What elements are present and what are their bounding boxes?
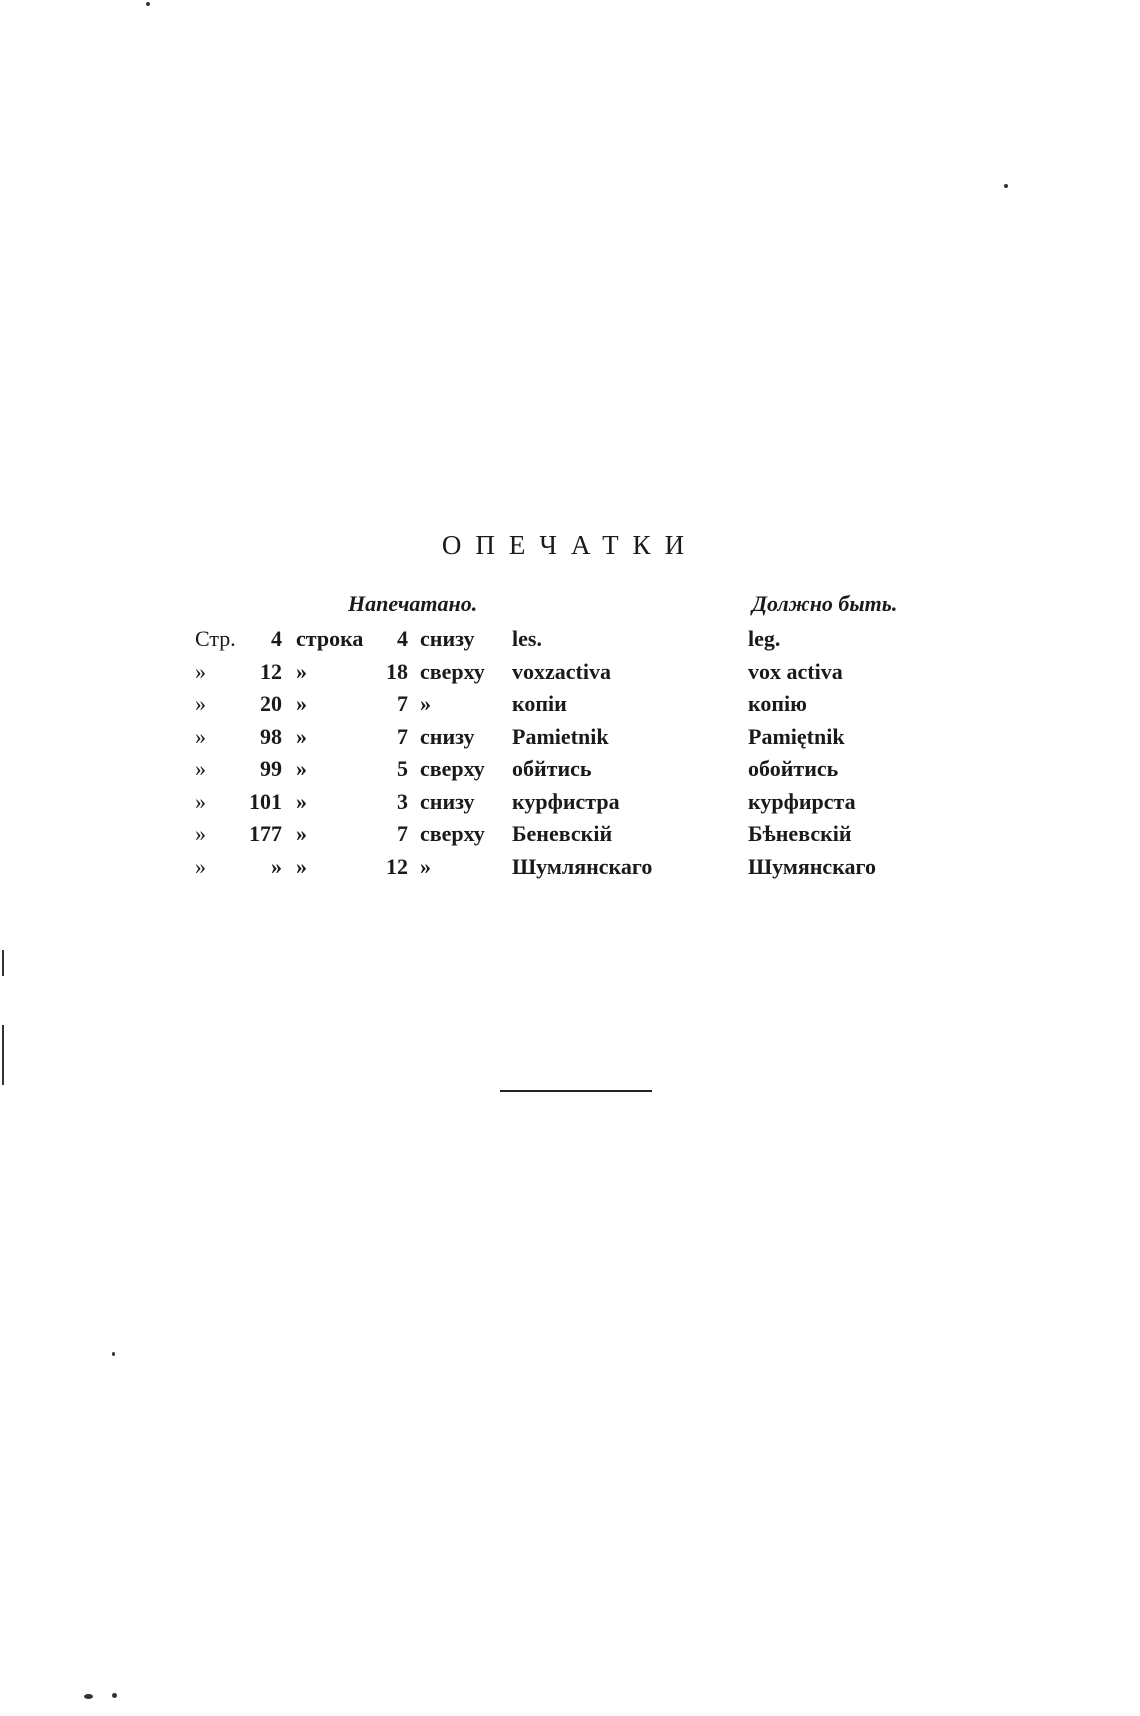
errata-list (0, 626, 1140, 886)
line-number: 5 (397, 756, 408, 781)
page-number: 177 (249, 821, 282, 846)
correct-text: копію (748, 691, 807, 716)
line-position: снизу (420, 723, 475, 749)
line-position: снизу (420, 626, 475, 651)
scan-speck (2, 1025, 4, 1085)
line-word: » (296, 821, 307, 846)
errata-row (0, 626, 1140, 659)
printed-text: Pamietnik (512, 723, 609, 749)
errata-row (0, 756, 1140, 789)
line-position: снизу (420, 788, 475, 814)
printed-text: курфистра (512, 788, 620, 814)
correct-text: Шумянскаго (748, 853, 876, 879)
printed-text: Шумлянскаго (512, 853, 653, 879)
line-number: 4 (397, 626, 408, 651)
printed-text: копіи (512, 691, 567, 716)
correct-text: курфирста (748, 788, 856, 814)
scan-speck (146, 2, 150, 6)
correct-text: vox activa (748, 658, 843, 684)
line-number: 7 (397, 691, 408, 716)
line-number: 7 (397, 723, 408, 749)
scan-speck (112, 1693, 117, 1698)
correct-text: обойтись (748, 756, 839, 781)
correct-text: Pamiętnik (748, 723, 845, 749)
line-word: » (296, 658, 307, 684)
line-position: сверху (420, 756, 485, 781)
scan-speck (1004, 184, 1008, 188)
column-header-printed: Напечатано. (348, 591, 478, 616)
row-label: » (195, 691, 206, 716)
line-number: 18 (386, 658, 408, 684)
printed-text: voxzactiva (512, 658, 611, 684)
row-label: » (195, 723, 206, 749)
errata-row (0, 854, 1140, 887)
line-number: 7 (397, 821, 408, 846)
line-position: » (420, 691, 431, 716)
errata-row (0, 691, 1140, 724)
line-word: » (296, 723, 307, 749)
page-number: 99 (260, 756, 282, 781)
scan-speck (2, 950, 4, 976)
line-word: » (296, 788, 307, 814)
scan-speck (84, 1694, 93, 1699)
errata-row (0, 659, 1140, 692)
closing-rule (500, 1090, 652, 1092)
row-label: » (195, 788, 206, 814)
row-label: » (195, 821, 206, 846)
line-position: сверху (420, 821, 485, 846)
line-number: 3 (397, 788, 408, 814)
line-number: 12 (386, 853, 408, 879)
column-header-should-be: Должно быть. (752, 591, 898, 616)
correct-text: leg. (748, 626, 781, 651)
line-position: сверху (420, 658, 485, 684)
row-label: » (195, 853, 206, 879)
scan-speck (112, 1352, 115, 1356)
row-label: Стр. (195, 626, 236, 651)
printed-text: обйтись (512, 756, 592, 781)
errata-row (0, 821, 1140, 854)
page-number: 4 (271, 626, 282, 651)
page-number: 101 (249, 788, 282, 814)
correct-text: Бѣневскій (748, 821, 852, 846)
line-word: строка (296, 626, 364, 651)
printed-text: les. (512, 626, 542, 651)
line-position: » (420, 853, 431, 879)
errata-row (0, 789, 1140, 822)
page-title: ОПЕЧАТКИ (441, 530, 699, 560)
page-number: 20 (260, 691, 282, 716)
errata-row (0, 724, 1140, 757)
line-word: » (296, 853, 307, 879)
row-label: » (195, 658, 206, 684)
row-label: » (195, 756, 206, 781)
page-number: 12 (260, 658, 282, 684)
printed-text: Беневскій (512, 821, 613, 846)
line-word: » (296, 691, 307, 716)
line-word: » (296, 756, 307, 781)
page-number: 98 (260, 723, 282, 749)
page-number: » (271, 853, 282, 879)
